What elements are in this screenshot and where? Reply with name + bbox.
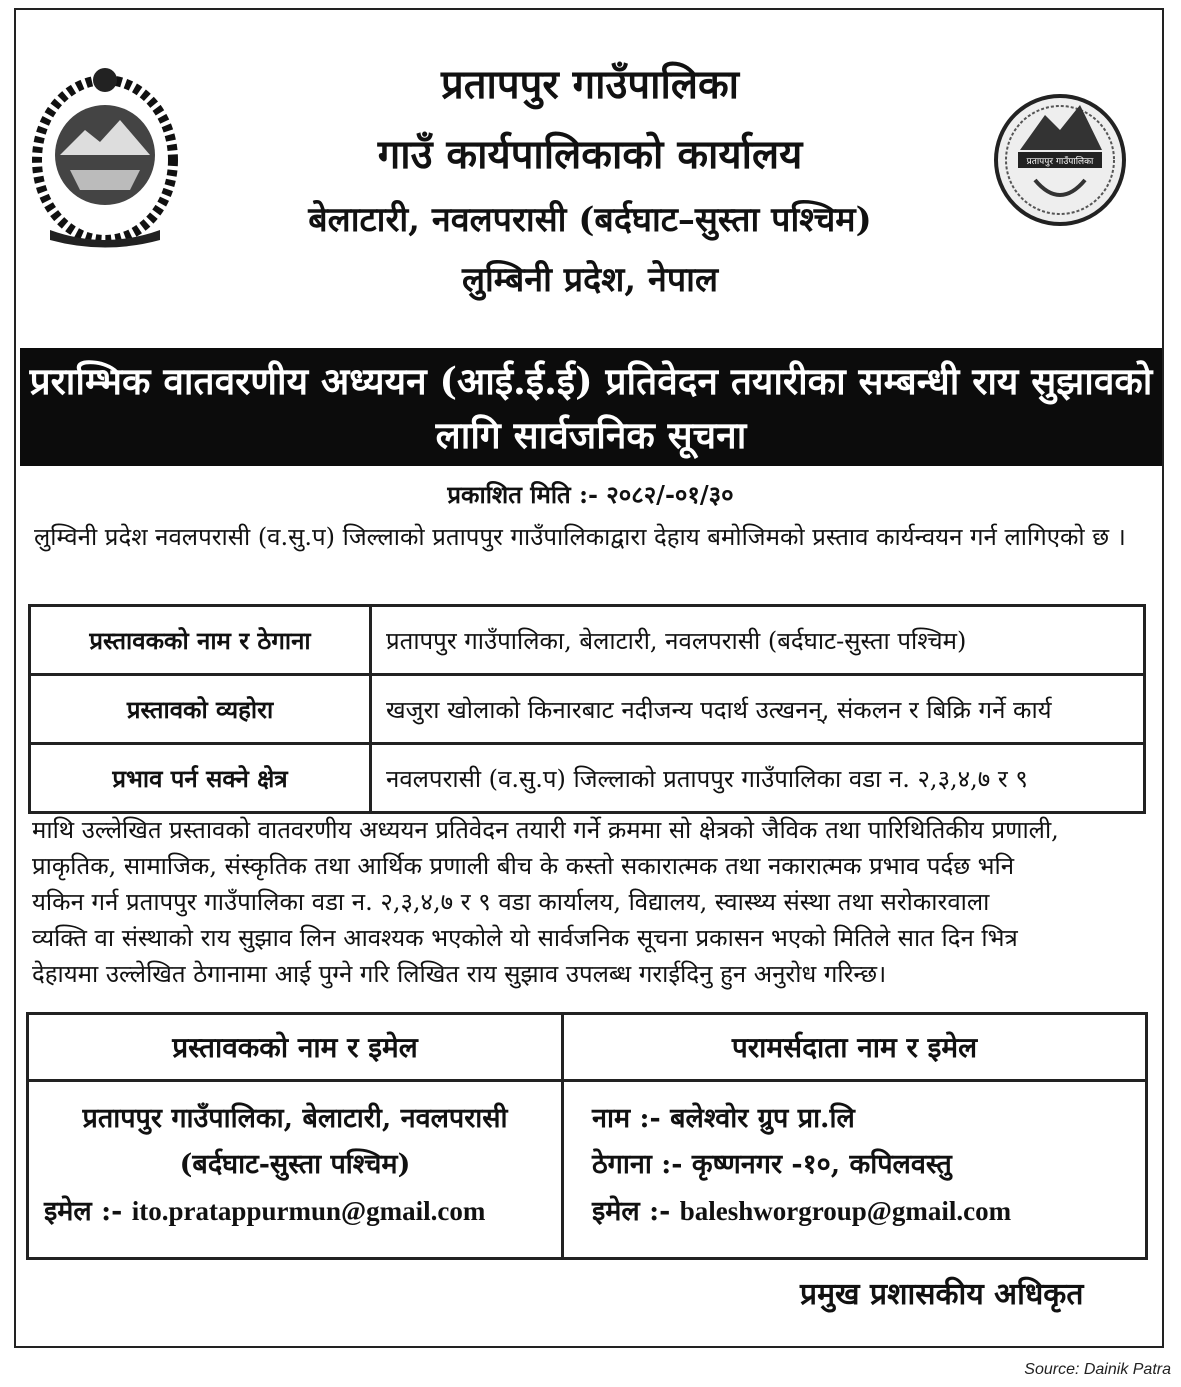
body-line: यकिन गर्न प्रतापपुर गाउँपालिका वडा न. २,३,४,७ र ९ वडा कार्यालय, विद्यालय, स्वास्थ्य संस्था तथा सरोकारवाला xyxy=(32,888,990,916)
info-value: खजुरा खोलाको किनारबाट नदीजन्य पदार्थ उत्खनन्, संकलन र बिक्रि गर्ने कार्य xyxy=(371,675,1145,744)
proposer-header: प्रस्तावकको नाम र इमेल xyxy=(28,1014,563,1081)
municipality-seal-icon xyxy=(990,70,1130,250)
consultant-details xyxy=(563,1081,1147,1259)
banner-line-1: प्रराम्भिक वातवरणीय अध्ययन (आई.ई.ई) प्रतिवेदन तयारीका सम्बन्धी राय सुझावको xyxy=(29,359,1153,403)
municipality-name: प्रतापपुर गाउँपालिका xyxy=(440,61,740,108)
banner-line-2: लागि सार्वजनिक सूचना xyxy=(435,413,747,457)
intro-paragraph: लुम्विनी प्रदेश नवलपरासी (व.सु.प) जिल्लाको प्रतापपुर गाउँपालिकाद्वारा देहाय बमोजिमको प्रस्ताव कार्यन्वयन गर्न लागिएको छ । xyxy=(34,523,1126,551)
province-country: लुम्बिनी प्रदेश, नेपाल xyxy=(461,260,719,300)
email-label: इमेल :- xyxy=(44,1196,123,1227)
email-label: इमेल :- xyxy=(592,1196,671,1227)
office-name: गाउँ कार्यपालिकाको कार्यालय xyxy=(377,131,803,178)
consultant-email-link[interactable]: baleshworgroup@gmail.com xyxy=(679,1196,1012,1226)
body-line: देहायमा उल्लेखित ठेगानामा आई पुग्ने गरि लिखित राय सुझाव उपलब्ध गराईदिनु हुन अनुरोध गरिन्छ। xyxy=(32,960,887,988)
table-row xyxy=(30,606,1145,675)
seal-text: प्रतापपुर गाउँपालिका xyxy=(1026,157,1094,167)
contact-table xyxy=(26,1012,1148,1260)
proposer-email-link[interactable]: ito.pratappurmun@gmail.com xyxy=(131,1196,486,1226)
body-line: माथि उल्लेखित प्रस्तावको वातवरणीय अध्ययन प्रतिवेदन तयारी गर्ने क्रममा सो क्षेत्रको जैविक तथा पारिथितिकीय प्रणाली, xyxy=(32,816,1059,844)
office-address: बेलाटारी, नवलपरासी (बर्दघाट–सुस्ता पश्चिम) xyxy=(308,200,872,240)
proposer-email-row xyxy=(30,1188,560,1235)
info-value: प्रतापपुर गाउँपालिका, बेलाटारी, नवलपरासी (बर्दघाट-सुस्ता पश्चिम) xyxy=(371,606,1145,675)
info-value: नवलपरासी (व.सु.प) जिल्लाको प्रतापपुर गाउँपालिका वडा न. २,३,४,७ र ९ xyxy=(371,744,1145,813)
source-credit: Source: Dainik Patra xyxy=(1024,1361,1171,1378)
consultant-email-row xyxy=(592,1188,1144,1235)
consultant-address: ठेगाना :- कृष्णनगर -१०, कपिलवस्तु xyxy=(592,1149,952,1180)
body-line: प्राकृतिक, सामाजिक, संस्कृतिक तथा आर्थिक प्रणाली बीच के कस्तो सकारात्मक तथा नकारात्मक प्रभाव पर्दछ भनि xyxy=(32,852,1015,880)
published-date: प्रकाशित मिति :- २०८२/-०१/३० xyxy=(447,480,734,509)
office-header xyxy=(200,50,980,310)
proposer-name: प्रतापपुर गाउँपालिका, बेलाटारी, नवलपरासी xyxy=(82,1103,508,1134)
info-label: प्रस्तावकको नाम र ठेगाना xyxy=(30,606,371,675)
table-row xyxy=(28,1081,1147,1259)
body-line: व्यक्ति वा संस्थाको राय सुझाव लिन आवश्यक भएकोले यो सार्वजनिक सूचना प्रकासन भएको मितिले सात दिन भित्र xyxy=(32,924,1018,952)
notice-title-banner xyxy=(20,348,1162,466)
info-label: प्रभाव पर्न सक्ने क्षेत्र xyxy=(30,744,371,813)
proposer-area: (बर्दघाट-सुस्ता पश्चिम) xyxy=(179,1149,411,1180)
proposal-info-table xyxy=(28,604,1146,814)
consultant-name: नाम :- बलेश्वोर ग्रुप प्रा.लि xyxy=(592,1103,855,1134)
consultant-header: परामर्सदाता नाम र इमेल xyxy=(563,1014,1147,1081)
table-row xyxy=(30,675,1145,744)
body-paragraph xyxy=(32,812,1152,992)
table-row xyxy=(30,744,1145,813)
info-label: प्रस्तावको व्यहोरा xyxy=(30,675,371,744)
signatory-title: प्रमुख प्रशासकीय अधिकृत xyxy=(800,1277,1084,1312)
nepal-government-emblem-icon xyxy=(30,60,180,250)
table-header-row xyxy=(28,1014,1147,1081)
proposer-details xyxy=(28,1081,563,1259)
